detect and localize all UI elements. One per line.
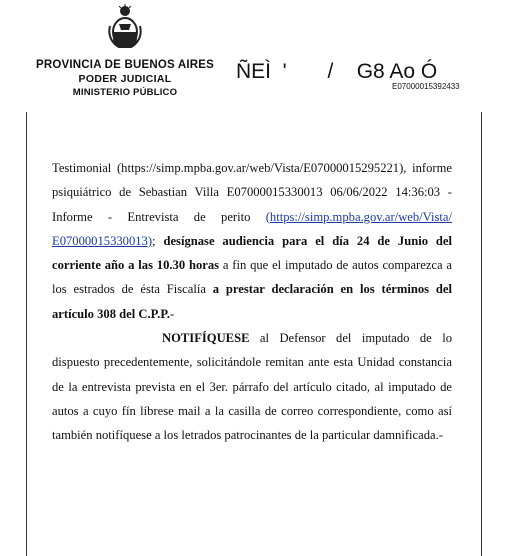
barcode-glyphs: ÑEÌ ' / G8 Ao Ó xyxy=(236,60,438,83)
simp-link[interactable]: (https://simp.mpba.gov.ar/web/Vista/ E07000015330013) xyxy=(52,209,452,248)
p1-bold-2: a prestar declaración en los términos del artículo 308 del C.P.P. xyxy=(52,282,452,321)
right-margin-rule xyxy=(481,112,482,556)
p1-text-2: ; xyxy=(152,233,164,248)
p1-text-1: Testimonial (https://simp.mpba.gov.ar/web/Vista/E07000015295221), informe psiquiátrico de Sebastian Villa E07000015330013 06/06/2022 14:36:03 - Informe - Entrevista de perito xyxy=(52,161,452,224)
p1-bold-1: desígnase audiencia para el día 24 de Junio del corriente año a las 10.30 horas xyxy=(52,233,452,273)
national-seal-icon xyxy=(107,4,143,48)
institution-line-2: PODER JUDICIAL xyxy=(78,73,172,85)
institution-line-3: MINISTERIO PÚBLICO xyxy=(72,87,178,98)
barcode-number: E07000015392433 xyxy=(392,82,460,91)
institution-name xyxy=(20,58,230,100)
document-body xyxy=(52,156,452,448)
document-header xyxy=(0,0,529,112)
institution-line-1: PROVINCIA DE BUENOS AIRES xyxy=(36,59,214,71)
left-margin-rule xyxy=(26,112,27,556)
p2-bold-1: NOTIFÍQUESE xyxy=(162,331,250,346)
p1-text-4: - xyxy=(170,306,175,321)
p2-text-1: al Defensor del imputado de lo dispuesto precedentemente, solicitándole remitan ante esta Unidad constancia de la entrevista prevista en el 3er. párrafo del artículo citado, al imputado de autos a cuyo fín líbrese mail a la casilla de correo correspondiente, como así también notifíquese a los letrados patrocinantes de la particular damnificada.- xyxy=(52,331,452,443)
paragraph-2 xyxy=(52,326,452,447)
paragraph-1 xyxy=(52,156,452,326)
p1-text-3: a fin que el imputado de autos comparezca a los estrados de ésta Fiscalía xyxy=(52,258,452,297)
